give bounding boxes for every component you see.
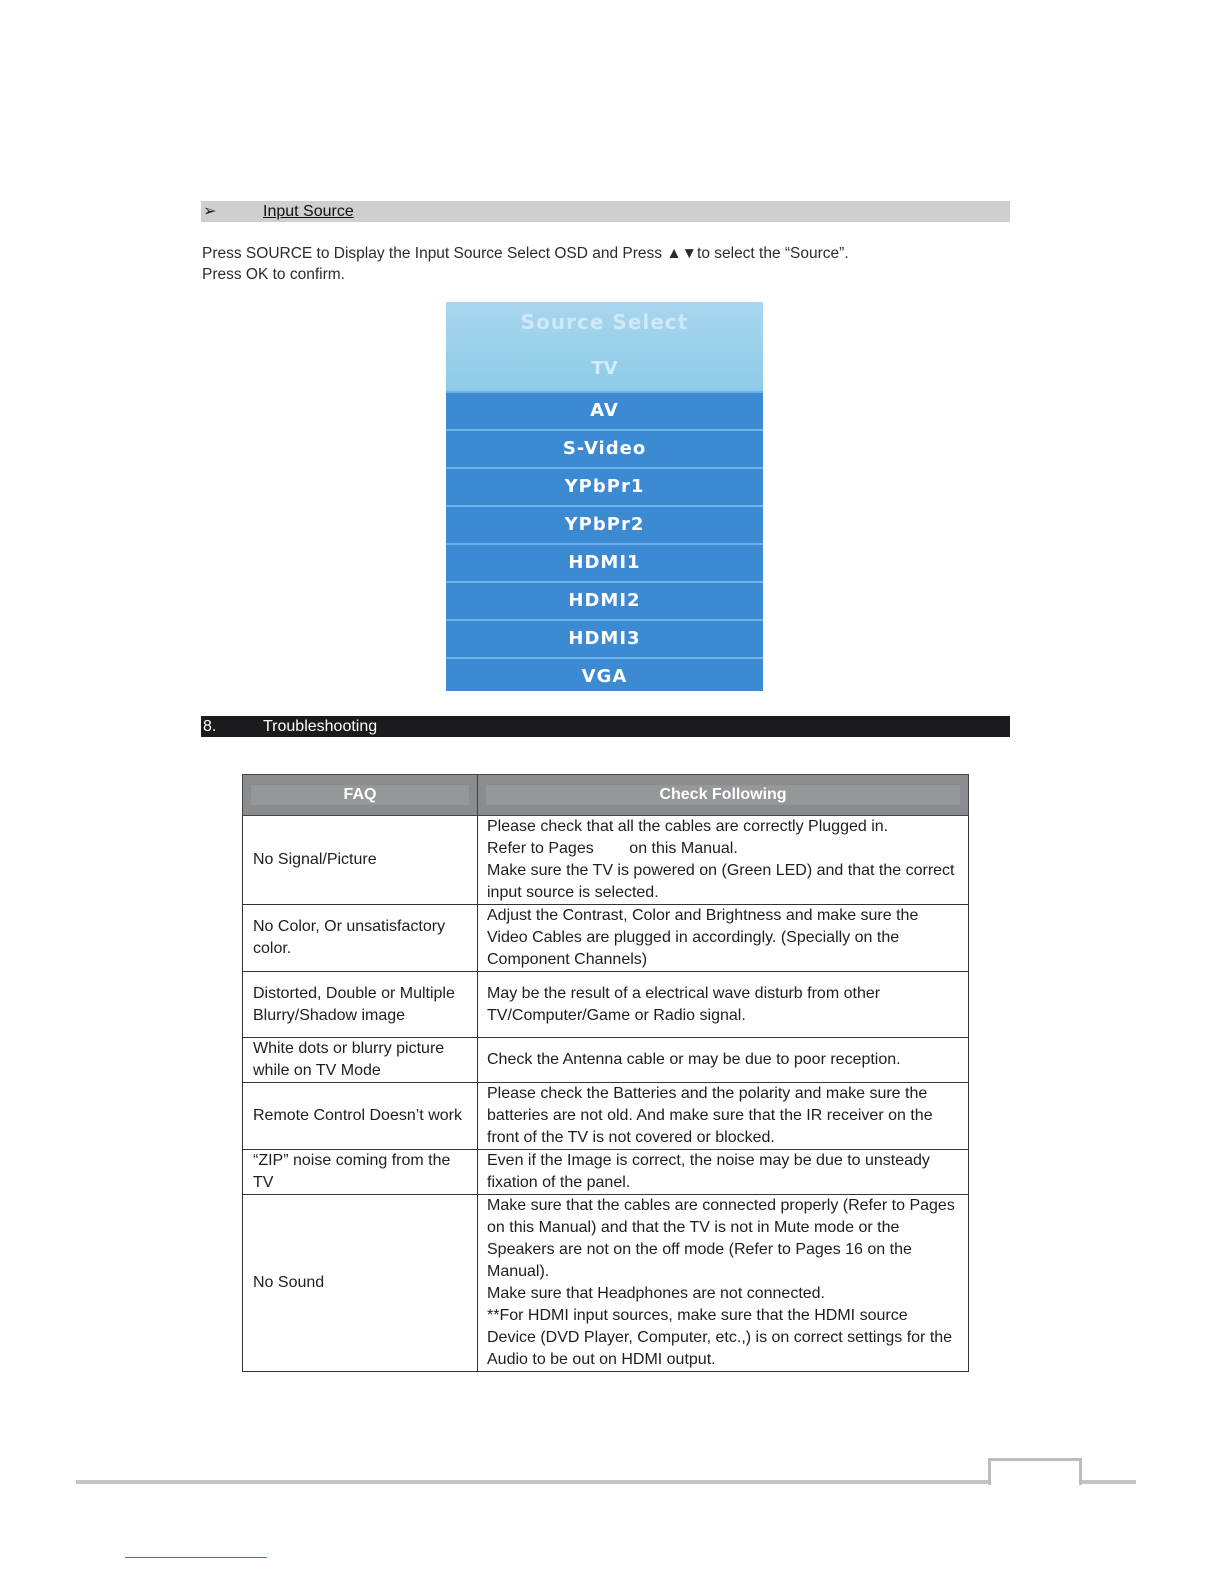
section-number: 8. [203, 718, 217, 735]
osd-item-s-video: S-Video [446, 429, 763, 467]
osd-item-vga: VGA [446, 657, 763, 691]
page-number-tab [988, 1458, 1082, 1485]
bullet-arrow-icon: ➢ [203, 203, 217, 220]
table-row [243, 1195, 969, 1372]
check-cell: May be the result of a electrical wave disturb from other TV/Computer/Game or Radio signal. [478, 972, 969, 1038]
source-select-osd [446, 302, 763, 691]
check-cell: Adjust the Contrast, Color and Brightness and make sure the Video Cables are plugged in accordingly. (Specially on the Component Channels) [478, 905, 969, 972]
osd-item-av: AV [446, 391, 763, 429]
faq-table-header-row [243, 775, 969, 816]
osd-title: Source Select [520, 310, 689, 334]
table-row [243, 1083, 969, 1150]
table-row [243, 1150, 969, 1195]
instruction-line-2: Press OK to confirm. [202, 266, 345, 283]
osd-item-hdmi3: HDMI3 [446, 619, 763, 657]
faq-cell: Distorted, Double or Multiple Blurry/Shadow image [243, 972, 478, 1038]
faq-cell: No Signal/Picture [243, 816, 478, 905]
faq-cell: White dots or blurry picture while on TV Mode [243, 1038, 478, 1083]
table-row [243, 1038, 969, 1083]
osd-item-hdmi2: HDMI2 [446, 581, 763, 619]
input-source-instructions [202, 243, 1002, 285]
table-row [243, 816, 969, 905]
faq-cell: “ZIP” noise coming from the TV [243, 1150, 478, 1195]
osd-header [446, 302, 763, 391]
faq-column-header: FAQ [243, 775, 478, 816]
osd-item-ypbpr2: YPbPr2 [446, 505, 763, 543]
troubleshooting-heading [201, 716, 1010, 737]
footer-divider [76, 1480, 1136, 1484]
osd-selected-source: TV [591, 358, 618, 379]
check-cell: Even if the Image is correct, the noise may be due to unsteady fixation of the panel. [478, 1150, 969, 1195]
footer-link-underline [125, 1557, 267, 1558]
table-row [243, 905, 969, 972]
check-cell: Check the Antenna cable or may be due to poor reception. [478, 1038, 969, 1083]
osd-item-ypbpr1: YPbPr1 [446, 467, 763, 505]
faq-table [242, 774, 969, 1372]
check-cell: Make sure that the cables are connected properly (Refer to Pages on this Manual) and that the TV is not in Mute mode or the Speakers are not on the off mode (Refer to Pages 16 on the Manual). Make sure that Headphones are not connected. **For HDMI input sources, make sure that the HDMI source Device (DVD Player, Computer, etc.,) is on correct settings for the Audio to be out on HDMI output. [478, 1195, 969, 1372]
input-source-title: Input Source [263, 203, 354, 220]
check-column-header: Check Following [478, 775, 969, 816]
table-row [243, 972, 969, 1038]
faq-cell: No Color, Or unsatisfactory color. [243, 905, 478, 972]
instruction-line-1: Press SOURCE to Display the Input Source Select OSD and Press ▲▼to select the “Source”. [202, 245, 849, 262]
check-cell: Please check the Batteries and the polarity and make sure the batteries are not old. And make sure that the IR receiver on the front of the TV is not covered or blocked. [478, 1083, 969, 1150]
osd-item-hdmi1: HDMI1 [446, 543, 763, 581]
input-source-heading [201, 201, 1010, 222]
faq-cell: Remote Control Doesn’t work [243, 1083, 478, 1150]
troubleshooting-title: Troubleshooting [263, 718, 378, 735]
faq-cell: No Sound [243, 1195, 478, 1372]
check-cell: Please check that all the cables are correctly Plugged in. Refer to Pages on this Manual. Make sure the TV is powered on (Green LED) and that the correct input source is selected. [478, 816, 969, 905]
